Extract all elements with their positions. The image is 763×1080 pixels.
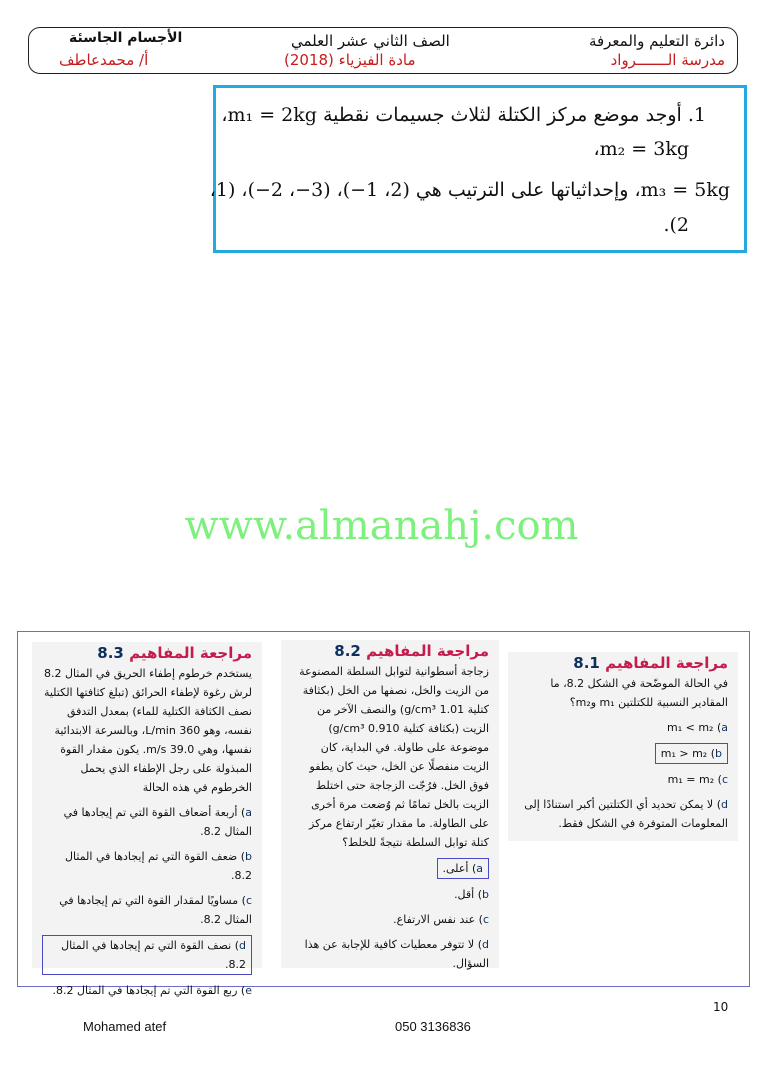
teacher-label: أ/ محمدعاطف: [59, 51, 149, 69]
option-d: d) لا تتوفر معطيات كافية للإجابة عن هذا السؤال.: [304, 938, 489, 970]
author-name: Mohamed atef: [83, 1019, 167, 1034]
phone-number: 050 3136836: [395, 1019, 471, 1034]
unit-label: الأجسام الجاسئة: [69, 30, 183, 46]
review-title: مراجعة المفاهيم 8.1: [573, 654, 728, 672]
question-line-1: 1. أوجد موضع مركز الكتلة لثلاث جسيمات نقطية m₁ = 2kg،: [221, 104, 706, 126]
concept-review-frame: [17, 631, 750, 997]
review-text: زجاجة أسطوانية لتوابل السلطة المصنوعة من الزيت والخل، نصفها من الخل (بكثافة كتلية 1.01 g/cm³) والنصف الآخر من الزيت (بكثافة كتلية 0.910 g/cm³) موضوعة على طاولة. في البداية، كان الزيت منفصلًا عن الخل، حيث كان يطفو فوق الخل. فرُجّت الزجاجة حتى اختلط الزيت بالخل تمامًا ثم وُضعت مرة أخرى على الطاولة. ما مقدار تغيّر ارتفاع مركز كتلة توابل السلطة نتيجةً للخلط؟: [299, 665, 489, 849]
option-a: a) أعلى.: [291, 858, 489, 879]
watermark: www.almanahj.com: [184, 503, 579, 549]
option-b: b) ضعف القوة التي تم إيجادها في المثال 8.2.: [65, 850, 252, 882]
question-line-2: m₂ = 3kg،: [593, 138, 689, 160]
option-c: c) عند نفس الارتفاع.: [393, 913, 489, 926]
option-b: b) أقل.: [454, 888, 489, 901]
option-d: d) نصف القوة التي تم إيجادها في المثال 8.2.: [42, 935, 252, 975]
review-title: مراجعة المفاهيم 8.3: [97, 644, 252, 662]
option-d: d) لا يمكن تحديد أي الكتلتين أكبر استنادًا إلى المعلومات المتوفرة في الشكل فقط.: [524, 798, 728, 830]
option-e: e) ربع القوة التي تم إيجادها في المثال 8.2.: [52, 984, 252, 997]
review-text: يستخدم خرطوم إطفاء الحريق في المثال 8.2 لرش رغوة لإطفاء الحرائق (تبلغ كثافتها الكتلية نصف الكثافة الكتلية للماء) بمعدل التدفق نفسه، وهو 360 L/min، وبالسرعة الابتدائية نفسها، وهي 39.0 m/s. يكون مقدار القوة المبذولة على رجل الإطفاء الذي يحمل الخرطوم في هذه الحالة: [43, 667, 252, 794]
review-8-3: [32, 642, 262, 997]
option-a: a) أربعة أضعاف القوة التي تم إيجادها في المثال 8.2.: [63, 806, 252, 838]
question-box: [209, 85, 747, 253]
review-8-2: [281, 640, 499, 968]
grade-label: الصف الثاني عشر العلمي: [291, 32, 450, 50]
question-line-4: 2).: [663, 214, 689, 236]
header-box: [28, 27, 738, 74]
question-line-3: m₃ = 5kg، وإحداثياتها على الترتيب هي (2، 1−)، (3−، 2−)، (1،: [209, 179, 730, 201]
option-b: b) m₁ > m₂: [518, 743, 728, 764]
option-c: c) m₁ = m₂: [667, 773, 728, 786]
review-text: في الحالة الموضّحة في الشكل 8.2، ما المقادير النسبية للكتلتين m₁ وm₂؟: [550, 677, 728, 709]
option-c: c) مساويًا لمقدار القوة التي تم إيجادها في المثال 8.2.: [59, 894, 252, 926]
review-title: مراجعة المفاهيم 8.2: [334, 642, 489, 660]
page-number: 10: [713, 1000, 729, 1014]
authority-label: دائرة التعليم والمعرفة: [588, 32, 725, 50]
review-8-1: [508, 652, 738, 841]
school-label: مدرسة الـــــــرواد: [610, 51, 725, 69]
subject-label: مادة الفيزياء (2018): [284, 51, 416, 69]
option-a: a) m₁ < m₂: [666, 721, 728, 734]
